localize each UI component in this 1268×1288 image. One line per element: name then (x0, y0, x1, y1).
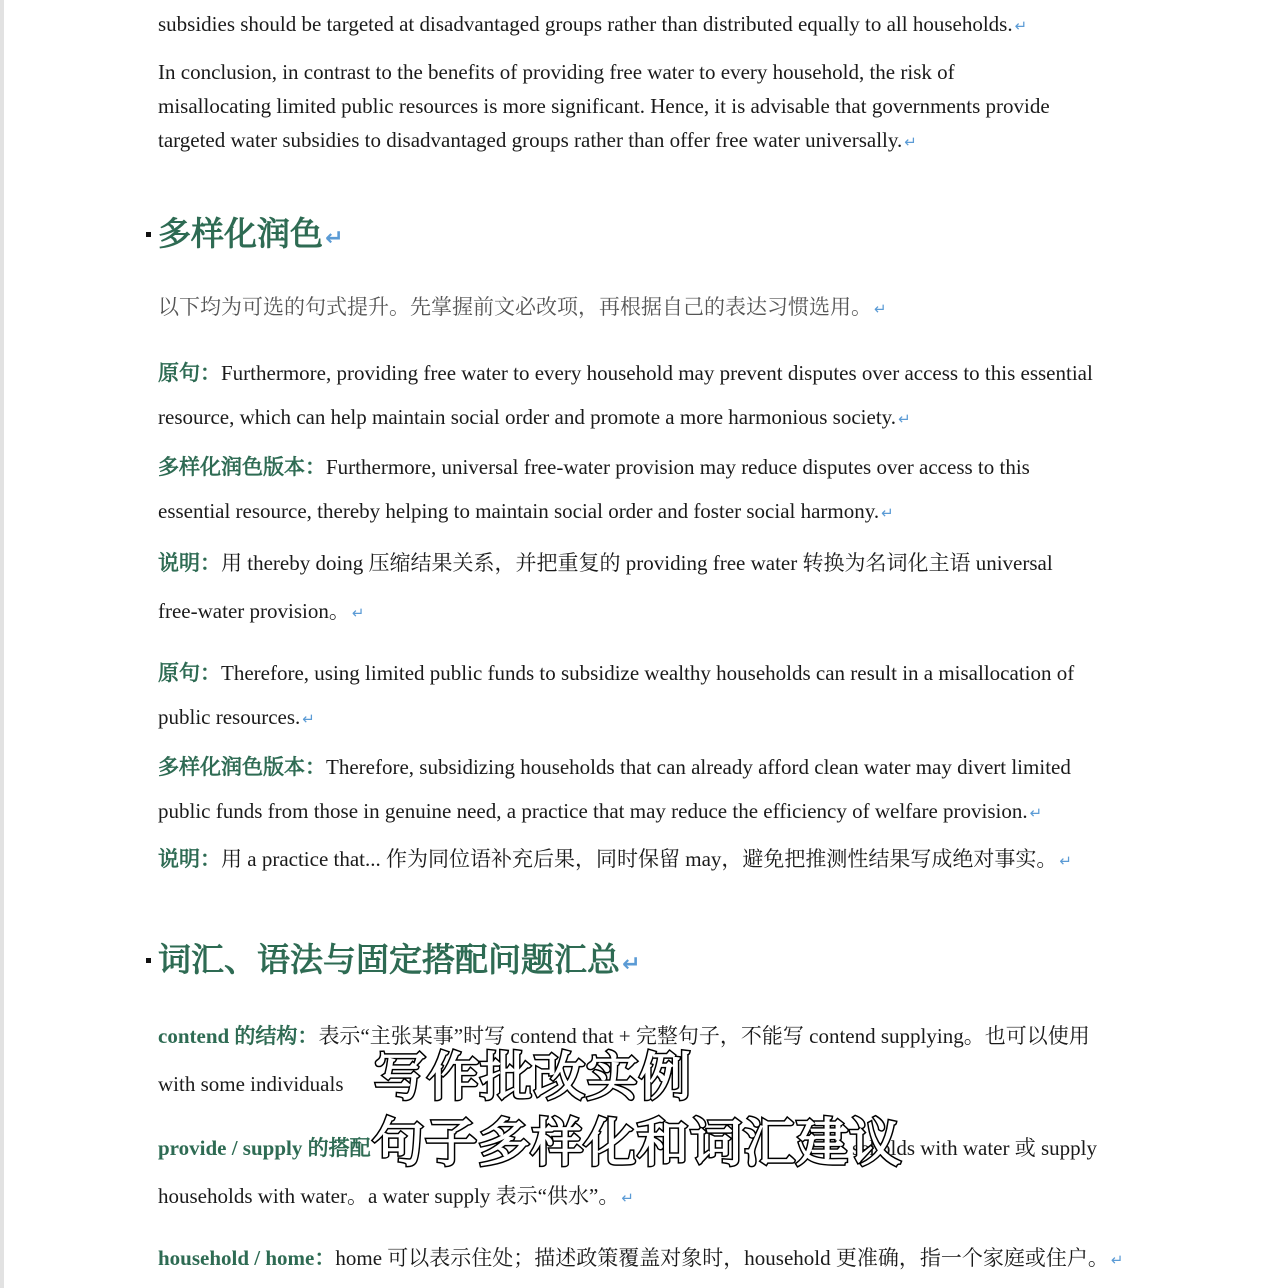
conclusion-line-1: In conclusion, in contrast to the benefits of providing free water to every household, the risk of (158, 60, 955, 84)
revised-label: 多样化润色版本： (158, 755, 326, 779)
note-text-line-1: 用 a practice that... 作为同位语补充后果，同时保留 may，避免把推测性结果写成绝对事实。 (221, 847, 1058, 871)
paragraph-mark-icon: ↵ (874, 300, 887, 318)
paragraph-mark-icon: ↵ (1059, 852, 1072, 870)
item2-revised (158, 745, 1178, 835)
vocab-item-household-home (158, 1234, 1178, 1284)
original-text-line-2: public resources. (158, 705, 301, 729)
intro-text: 以下均为可选的句式提升。先掌握前文必改项，再根据自己的表达习惯选用。 (158, 295, 872, 319)
vocab-label: provide / supply 的搭配 (158, 1136, 371, 1160)
paragraph-mark-icon: ↵ (1029, 804, 1043, 822)
revised-text-line-2: essential resource, thereby helping to maintain social order and foster social harmony. (158, 499, 880, 523)
paragraph-mark-icon: ↵ (622, 952, 641, 977)
diversify-intro (158, 290, 1178, 326)
paragraph-mark-icon: ↵ (881, 504, 894, 522)
caption-line-1: 写作批改实例 (374, 1048, 693, 1108)
item2-original (158, 651, 1178, 741)
vocab-text-line-2: households with water。a water supply 表示“供水”。 (158, 1184, 620, 1208)
paragraph-mark-icon: ↵ (302, 710, 315, 728)
section-heading-vocab (158, 938, 640, 987)
intro-line-1: subsidies should be targeted at disadvantaged groups rather than distributed equally to all households. (158, 12, 1013, 36)
note-label: 说明： (158, 551, 221, 575)
conclusion-paragraph (158, 55, 1178, 159)
item1-note (158, 539, 1178, 637)
caption-line-2: 句子多样化和词汇建议 (372, 1114, 903, 1174)
original-text-line-2: resource, which can help maintain social order and promote a more harmonious society. (158, 405, 897, 429)
heading-bullet-icon (146, 958, 151, 963)
revised-text-line-1: Therefore, subsidizing households that can already afford clean water may divert limited (326, 755, 1071, 779)
heading-text: 多样化润色 (158, 214, 323, 253)
note-text-line-1: 用 thereby doing 压缩结果关系，并把重复的 providing free water 转换为名词化主语 universal (221, 551, 1053, 575)
revised-text-line-1: Furthermore, universal free-water provision may reduce disputes over access to this (326, 455, 1030, 479)
note-label: 说明： (158, 847, 221, 871)
vocab-label: contend 的结构： (158, 1024, 319, 1048)
note-text-line-2: free-water provision。 (158, 599, 350, 623)
page-left-edge (0, 0, 4, 1288)
paragraph-mark-icon: ↵ (1014, 17, 1028, 35)
paragraph-mark-icon: ↵ (351, 604, 365, 622)
revised-label: 多样化润色版本： (158, 455, 326, 479)
paragraph-mark-icon: ↵ (904, 133, 917, 151)
heading-bullet-icon (146, 232, 151, 237)
paragraph-mark-icon: ↵ (325, 226, 344, 251)
item1-revised (158, 445, 1178, 535)
vocab-text-line-1: 表示“主张某事”时写 contend that + 完整句子，不能写 contend supplying。也可以使用 (318, 1024, 1090, 1048)
paragraph-mark-icon: ↵ (621, 1189, 634, 1207)
revised-text-line-2: public funds from those in genuine need, a practice that may reduce the efficiency of welfare provision. (158, 799, 1028, 823)
vocab-text-line-1-tail: seholds with water 或 supply (852, 1136, 1097, 1160)
original-text-line-1: Furthermore, providing free water to every household may prevent disputes over access to this essential (221, 361, 1093, 385)
paragraph-mark-icon: ↵ (898, 410, 911, 428)
vocab-text-line-2: with some individuals (158, 1072, 344, 1096)
section-heading-diversify (158, 212, 343, 261)
original-label: 原句： (158, 661, 221, 685)
conclusion-line-2: misallocating limited public resources is more significant. Hence, it is advisable that governments provide (158, 94, 1050, 118)
item1-original (158, 351, 1178, 441)
original-text-line-1: Therefore, using limited public funds to subsidize wealthy households can result in a misallocation of (221, 661, 1075, 685)
vocab-text-line-1: home 可以表示住处；描述政策覆盖对象时，household 更准确，指一个家庭或住户。 (335, 1246, 1109, 1270)
paragraph-mark-icon: ↵ (1110, 1251, 1124, 1269)
item2-note (158, 837, 1178, 883)
intro-paragraph (158, 7, 1178, 43)
vocab-label: household / home： (158, 1246, 336, 1270)
heading-text: 词汇、语法与固定搭配问题汇总 (158, 940, 620, 979)
original-label: 原句： (158, 361, 221, 385)
conclusion-line-3: targeted water subsidies to disadvantaged groups rather than offer free water universally. (158, 128, 903, 152)
